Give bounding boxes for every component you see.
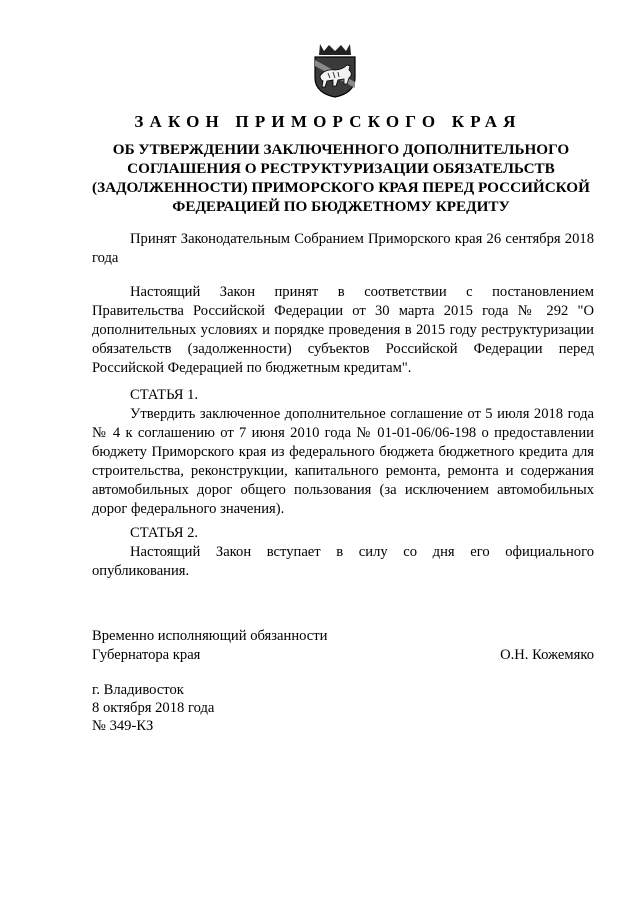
law-title: ЗАКОН ПРИМОРСКОГО КРАЯ: [134, 112, 522, 131]
article-2-body: Настоящий Закон вступает в силу со дня его официального опубликования.: [92, 544, 594, 579]
place-date-block: [92, 681, 214, 735]
subject-line: (ЗАДОЛЖЕННОСТИ) ПРИМОРСКОГО КРАЯ ПЕРЕД РОССИЙСКОЙ: [92, 179, 590, 196]
signer-position-line-2: Губернатора края: [92, 647, 201, 663]
signing-date: 8 октября 2018 года: [92, 700, 215, 716]
article-1-heading: СТАТЬЯ 1.: [130, 387, 199, 403]
primorsky-krai-coat-of-arms-icon: [306, 42, 364, 98]
signing-place: г. Владивосток: [92, 682, 184, 698]
signer-position-line-1: Временно исполняющий обязанности: [92, 628, 328, 644]
article-2-heading: СТАТЬЯ 2.: [130, 525, 199, 541]
law-number: № 349-КЗ: [92, 718, 154, 734]
intro-paragraph: Настоящий Закон принят в соответствии с постановлением Правительства Российской Федерации от 30 марта 2015 года № 292 "О дополнительных условиях и порядке проведения в 2015 году реструктуризации обязательств (задолженности) субъектов Российской Федерации перед Российской Федерацией по бюджетным кредитам".: [92, 284, 594, 376]
adoption-statement: Принят Законодательным Собранием Приморского края 26 сентября 2018 года: [92, 231, 594, 266]
law-subject: [88, 140, 594, 216]
signature-block: [92, 627, 594, 665]
article-1-body: Утвердить заключенное дополнительное соглашение от 5 июля 2018 года № 4 к соглашению от 7 июня 2010 года № 01-01-06/06-198 о предоставлении бюджету Приморского края из федерального бюджета бюджетного кредита для строительства, реконструкции, капитального ремонта, ремонта и содержания автомобильных дорог общего пользования (за исключением автомобильных дорог федерального значения).: [92, 406, 594, 517]
subject-line: СОГЛАШЕНИЯ О РЕСТРУКТУРИЗАЦИИ ОБЯЗАТЕЛЬСТВ: [127, 160, 555, 177]
subject-line: ОБ УТВЕРЖДЕНИИ ЗАКЛЮЧЕННОГО ДОПОЛНИТЕЛЬНОГО: [112, 141, 570, 158]
signer-name: О.Н. Кожемяко: [500, 647, 594, 663]
subject-line: ФЕДЕРАЦИЕЙ ПО БЮДЖЕТНОМУ КРЕДИТУ: [172, 198, 510, 215]
